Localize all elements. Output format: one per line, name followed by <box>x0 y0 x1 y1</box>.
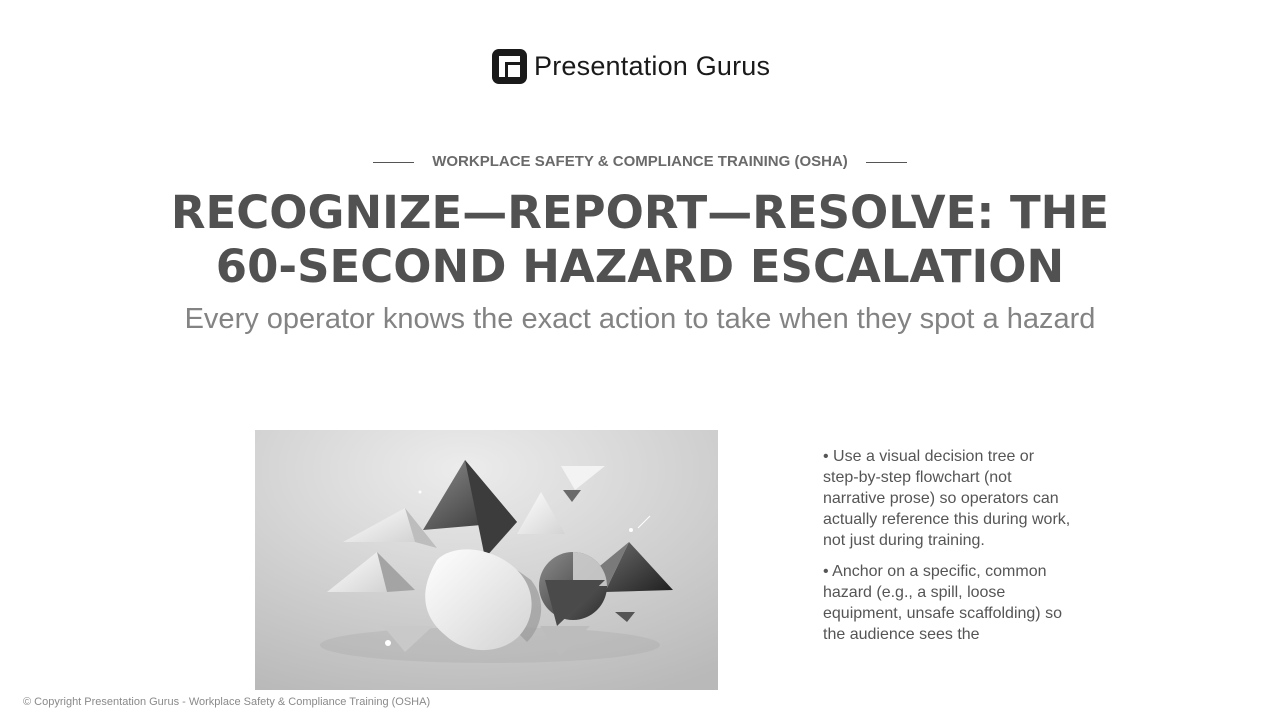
eyebrow-text: WORKPLACE SAFETY & COMPLIANCE TRAINING (OSHA) <box>432 153 848 170</box>
brand-logo <box>492 48 770 84</box>
bullet-list <box>823 446 1073 668</box>
brand-name: Presentation Gurus <box>534 51 771 81</box>
abstract-geometric-shapes-image <box>255 430 718 690</box>
eyebrow-line-right <box>866 162 907 163</box>
eyebrow <box>0 150 1280 174</box>
eyebrow-line-left <box>373 162 414 163</box>
slide-title: RECOGNIZE—REPORT—RESOLVE: THE 60-SECOND HAZARD ESCALATION <box>170 186 1110 293</box>
presentation-gurus-logo-icon <box>492 49 527 84</box>
slide-subtitle: Every operator knows the exact action to take when they spot a hazard <box>184 303 1096 335</box>
bullet-item: • Anchor on a specific, common hazard (e.g., a spill, loose equipment, unsafe scaffolding) so the audience sees the <box>823 563 1062 643</box>
footer-copyright: © Copyright Presentation Gurus - Workplace Safety & Compliance Training (OSHA) <box>23 696 431 708</box>
bullet-item: • Use a visual decision tree or step-by-step flowchart (not narrative prose) so operators can actually reference this during work, not just during training. <box>823 448 1071 549</box>
